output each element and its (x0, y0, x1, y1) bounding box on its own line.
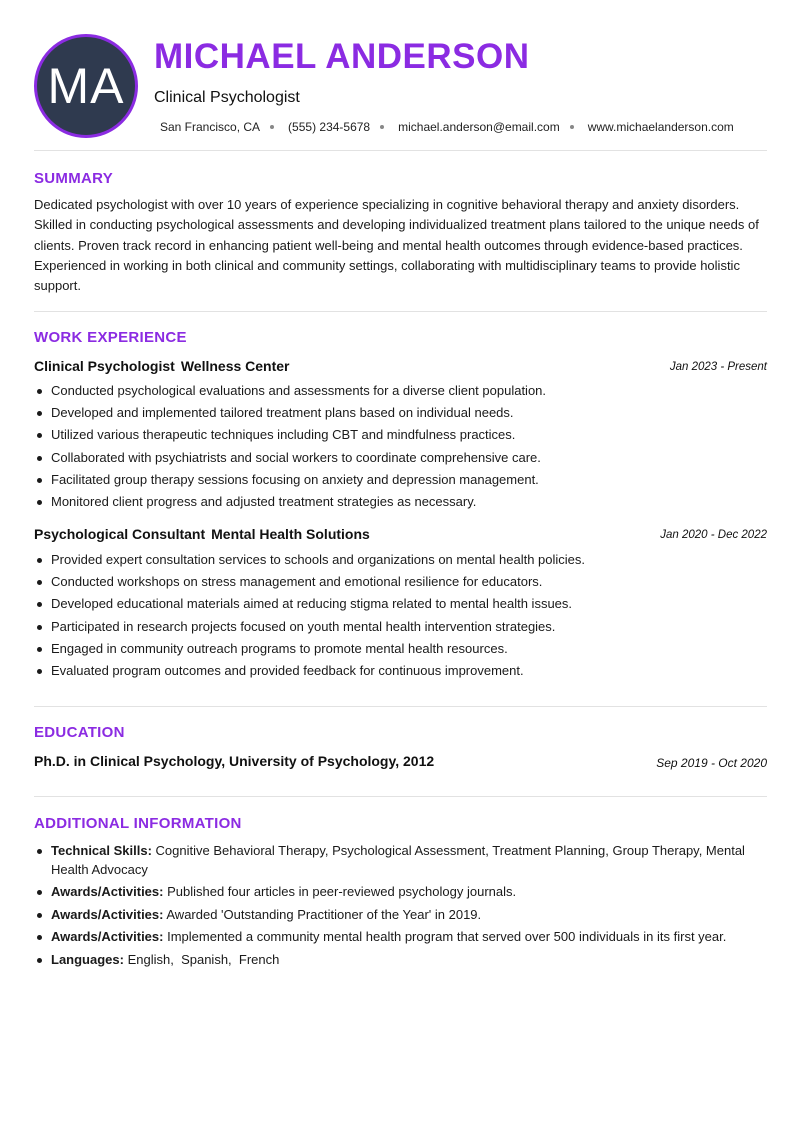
contact-bar (160, 120, 734, 134)
list-item (34, 928, 767, 947)
item-text: Implemented a community mental health program that served over 500 individuals in its first year. (167, 929, 727, 944)
education-heading: EDUCATION (34, 724, 125, 741)
list-item: Provided expert consultation services to schools and organizations on mental health policies. (34, 549, 767, 571)
list-item: Facilitated group therapy sessions focusing on anxiety and depression management. (34, 469, 767, 491)
list-item: Participated in research projects focused on youth mental health intervention strategies. (34, 616, 767, 638)
item-text: English, Spanish, French (127, 951, 280, 967)
list-item (34, 906, 767, 925)
contact-website[interactable]: www.michaelanderson.com (587, 120, 734, 134)
job-header (34, 358, 290, 374)
education-dates: Sep 2019 - Oct 2020 (656, 756, 767, 770)
list-item: Conducted psychological evaluations and assessments for a diverse client population. (34, 380, 767, 402)
list-item: Conducted workshops on stress management and emotional resilience for educators. (34, 571, 767, 593)
divider (34, 796, 767, 797)
candidate-name: MICHAEL ANDERSON (154, 37, 530, 76)
item-text: Published four articles in peer-reviewed psychology journals. (167, 884, 517, 899)
list-item (34, 883, 767, 902)
divider (34, 706, 767, 707)
list-item (34, 842, 767, 879)
contact-phone: (555) 234-5678 (288, 120, 371, 134)
item-text: Cognitive Behavioral Therapy, Psychological Assessment, Treatment Planning, Group Therapy, Mental Health Advocacy (51, 843, 745, 877)
summary-heading: SUMMARY (34, 170, 114, 187)
job-dates: Jan 2020 - Dec 2022 (660, 529, 767, 541)
item-label: Awards/Activities: (51, 929, 164, 944)
contact-email[interactable]: michael.anderson@email.com (398, 120, 560, 134)
item-label: Languages: (51, 951, 124, 967)
list-item: Engaged in community outreach programs to promote mental health resources. (34, 638, 767, 660)
job-company: Wellness Center (180, 358, 290, 374)
separator-dot-icon (380, 125, 384, 129)
divider (34, 150, 767, 151)
avatar (34, 34, 138, 138)
item-label: Awards/Activities: (51, 884, 164, 899)
separator-dot-icon (270, 125, 274, 129)
job-dates: Jan 2023 - Present (669, 361, 767, 373)
job-title: Clinical Psychologist (154, 89, 300, 106)
item-label: Awards/Activities: (51, 906, 164, 922)
additional-info-list (34, 842, 767, 973)
job-header (34, 526, 370, 542)
contact-location: San Francisco, CA (160, 120, 261, 134)
list-item: Evaluated program outcomes and provided feedback for continuous improvement. (34, 660, 767, 682)
separator-dot-icon (570, 125, 574, 129)
job-title: Psychological Consultant (34, 526, 206, 542)
list-item: Monitored client progress and adjusted treatment strategies as necessary. (34, 491, 767, 513)
education-degree: Ph.D. in Clinical Psychology, University of Psychology, 2012 (34, 753, 435, 769)
avatar-initials: MA (47, 58, 125, 114)
divider (34, 311, 767, 312)
item-label: Technical Skills: (51, 843, 152, 858)
item-text: Awarded 'Outstanding Practitioner of the Year' in 2019. (166, 906, 482, 922)
job-title: Clinical Psychologist (34, 358, 175, 374)
list-item (34, 951, 767, 970)
additional-info-heading: ADDITIONAL INFORMATION (34, 815, 242, 832)
list-item: Utilized various therapeutic techniques including CBT and mindfulness practices. (34, 424, 767, 446)
job-company: Mental Health Solutions (211, 526, 370, 542)
list-item: Developed educational materials aimed at reducing stigma related to mental health issues. (34, 593, 767, 615)
list-item: Developed and implemented tailored treatment plans based on individual needs. (34, 402, 767, 424)
list-item: Collaborated with psychiatrists and social workers to coordinate comprehensive care. (34, 447, 767, 469)
job-bullet-list (34, 380, 767, 513)
work-experience-heading: WORK EXPERIENCE (34, 329, 187, 346)
job-bullet-list (34, 549, 767, 682)
summary-text: Dedicated psychologist with over 10 years of experience specializing in cognitive behavioral therapy and anxiety disorders. Skilled in conducting psychological assessments and developing individualized treatment plans tailored to the unique needs of clients. Proven track record in enhancing patient well-being and mental health outcomes through evidence-based practices. Experienced in working in both clinical and community settings, collaborating with multidisciplinary teams to provide holistic support. (34, 197, 759, 294)
